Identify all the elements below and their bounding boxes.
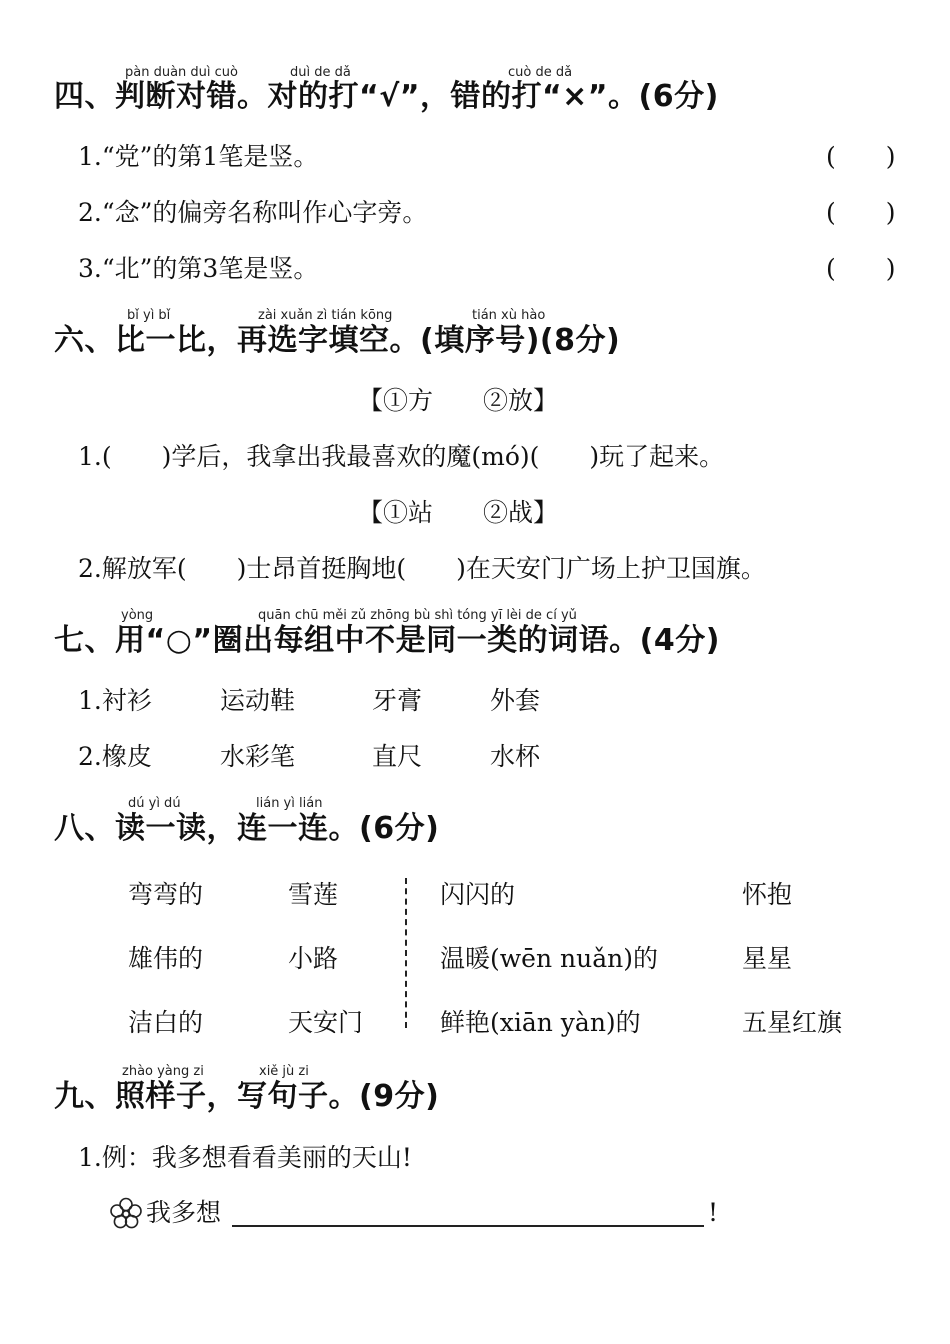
section-heading-6: 六、比一比，再选字填空。(填序号)(8分) — [54, 323, 621, 358]
match-right-adjective[interactable]: 鲜艳(xiān yàn)的 — [440, 1008, 641, 1037]
fill-sentence-1: 1.( )学后，我拿出我最喜欢的魔(mó)( )玩了起来。 — [78, 442, 725, 471]
judge-item-1: 1.“党”的第1笔是竖。 — [78, 142, 319, 171]
pinyin-annotation: lián yì lián — [256, 796, 323, 811]
match-left-noun[interactable]: 天安门 — [288, 1008, 364, 1037]
pinyin-annotation: yòng — [121, 608, 154, 623]
pinyin-annotation: duì de dǎ — [290, 65, 351, 80]
match-right-noun[interactable]: 星星 — [742, 944, 793, 973]
flower-icon — [108, 1196, 144, 1232]
match-left-adjective[interactable]: 洁白的 — [128, 1008, 204, 1037]
answer-parentheses-1[interactable]: ( ) — [826, 142, 896, 171]
section-heading-8: 八、读一读，连一连。(6分) — [54, 811, 440, 846]
answer-parentheses-2[interactable]: ( ) — [826, 198, 896, 227]
pinyin-annotation: tián xù hào — [472, 308, 546, 323]
char-choice-group-2: 【①站 ②战】 — [358, 498, 559, 527]
word-group-2-item[interactable]: 2.橡皮 — [78, 742, 152, 771]
sentence-end-mark: ! — [708, 1198, 719, 1227]
judge-item-3: 3.“北”的第3笔是竖。 — [78, 254, 319, 283]
match-left-adjective[interactable]: 雄伟的 — [128, 944, 204, 973]
word-group-1-item[interactable]: 1.衬衫 — [78, 686, 152, 715]
example-sentence: 1.例：我多想看看美丽的天山! — [78, 1143, 412, 1172]
pinyin-annotation: quān chū měi zǔ zhōng bù shì tóng yī lèi de cí yǔ — [258, 608, 577, 623]
judge-item-2: 2.“念”的偏旁名称叫作心字旁。 — [78, 198, 428, 227]
pinyin-annotation: dú yì dú — [128, 796, 181, 811]
char-choice-group-1: 【①方 ②放】 — [358, 386, 559, 415]
word-group-1-item[interactable]: 外套 — [490, 686, 541, 715]
word-group-2-item[interactable]: 直尺 — [372, 742, 423, 771]
pinyin-annotation: pàn duàn duì cuò — [125, 65, 238, 80]
pinyin-annotation: zài xuǎn zì tián kōng — [258, 308, 393, 323]
word-group-2-item[interactable]: 水彩笔 — [220, 742, 296, 771]
match-left-noun[interactable]: 小路 — [288, 944, 339, 973]
fill-sentence-2: 2.解放军( )士昂首挺胸地( )在天安门广场上护卫国旗。 — [78, 554, 766, 583]
pinyin-annotation: cuò de dǎ — [508, 65, 573, 80]
pinyin-annotation: xiě jù zi — [259, 1064, 309, 1079]
section-heading-9: 九、照样子，写句子。(9分) — [54, 1079, 440, 1114]
match-right-noun[interactable]: 五星红旗 — [742, 1008, 843, 1037]
sentence-prompt: 我多想 — [146, 1198, 222, 1227]
section-heading-7: 七、用“○”圈出每组中不是同一类的词语。(4分) — [54, 623, 720, 658]
word-group-1-item[interactable]: 牙膏 — [372, 686, 423, 715]
match-left-adjective[interactable]: 弯弯的 — [128, 880, 204, 909]
word-group-2-item[interactable]: 水杯 — [490, 742, 541, 771]
answer-blank-line[interactable] — [232, 1225, 704, 1227]
word-group-1-item[interactable]: 运动鞋 — [220, 686, 296, 715]
match-left-noun[interactable]: 雪莲 — [288, 880, 339, 909]
match-right-noun[interactable]: 怀抱 — [742, 880, 793, 909]
dashed-divider — [405, 878, 407, 1028]
match-right-adjective[interactable]: 闪闪的 — [440, 880, 516, 909]
pinyin-annotation: bǐ yì bǐ — [127, 308, 171, 323]
pinyin-annotation: zhào yàng zi — [122, 1064, 204, 1079]
answer-parentheses-3[interactable]: ( ) — [826, 254, 896, 283]
match-right-adjective[interactable]: 温暖(wēn nuǎn)的 — [440, 944, 658, 973]
section-heading-4: 四、判断对错。对的打“√”，错的打“×”。(6分) — [54, 79, 719, 114]
